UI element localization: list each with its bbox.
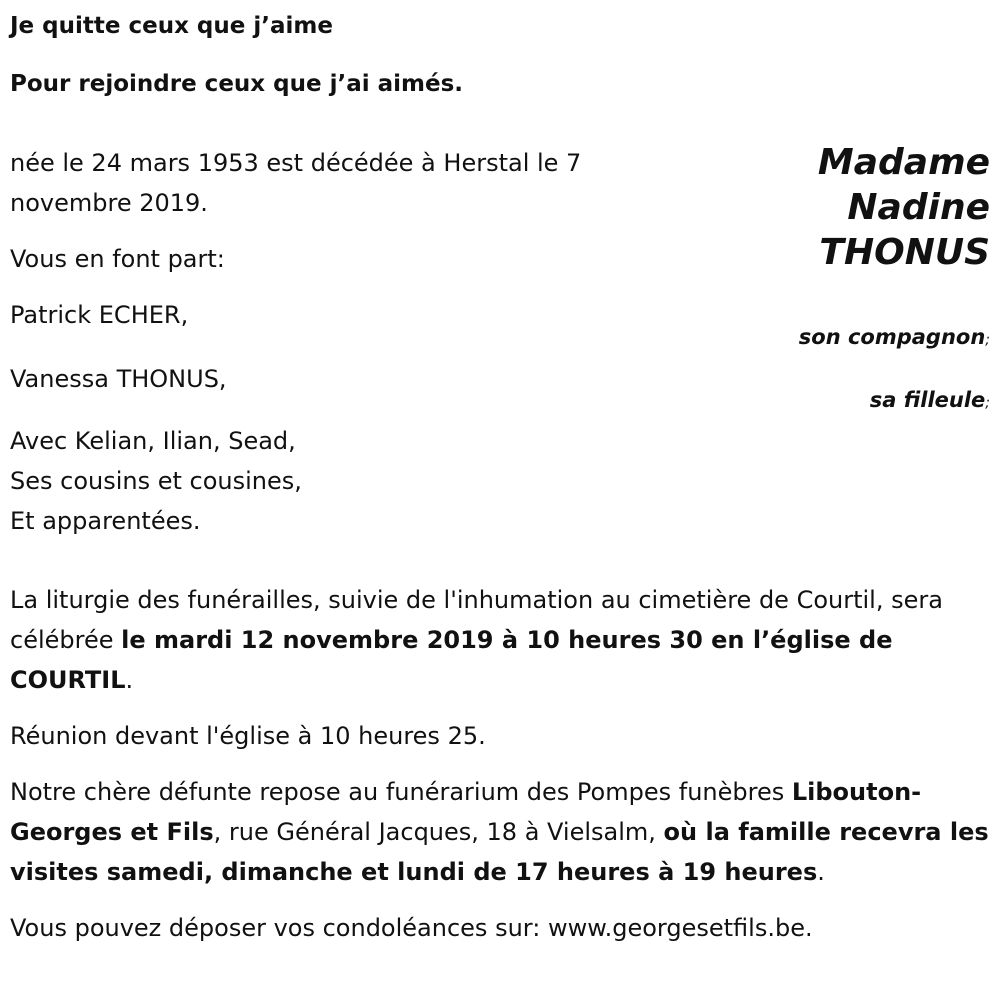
other-family-line: Avec Kelian, Ilian, Sead, [10, 427, 296, 455]
visit-hours: où la famille recevra les visites samedi, dimanche et lundi de 17 heures à 19 heures [10, 818, 989, 886]
deceased-name-block [670, 140, 990, 275]
deceased-first-name: Nadine [847, 187, 990, 228]
birth-death-text: née le 24 mars 1953 est décédée à Herstal le 7 novembre 2019. [10, 149, 582, 217]
funeral-intro: La liturgie des funérailles, suivie de l'inhumation au cimetière de Courtil, sera célébrée [10, 586, 943, 654]
quote-line-2: Pour rejoindre ceux que j’ai aimés. [10, 71, 464, 97]
rest-end: . [817, 858, 825, 886]
other-family-line: Et apparentées. [10, 507, 201, 535]
relation-separator: ; [985, 332, 990, 348]
funeral-home-name: Libouton-Georges et Fils [10, 778, 922, 846]
family-announcement [10, 143, 650, 541]
funeral-date-place: le mardi 12 novembre 2019 à 10 heures 30 en l’église de COURTIL [10, 626, 893, 694]
relation-separator: ; [985, 395, 990, 411]
rest-intro: Notre chère défunte repose au funérarium des Pompes funèbres [10, 778, 792, 806]
funeral-end: . [125, 666, 134, 694]
meeting-paragraph: Réunion devant l'église à 10 heures 25. [10, 722, 486, 750]
ceremony-details [10, 580, 990, 964]
goddaughter-name: Vanessa THONUS, [10, 365, 227, 393]
rest-paragraph [10, 772, 990, 892]
announce-label: Vous en font part: [10, 245, 225, 273]
other-family-line: Ses cousins et cousines, [10, 467, 302, 495]
deceased-title: Madame [817, 142, 990, 183]
condolences-paragraph: Vous pouvez déposer vos condoléances sur: www.georgesetfils.be. [10, 914, 813, 942]
partner-relation [799, 322, 990, 355]
quote-line-1: Je quitte ceux que j’aime [10, 13, 333, 39]
funeral-home-address: , rue Général Jacques, 18 à Vielsalm, [213, 818, 664, 846]
deceased-last-name: THONUS [819, 232, 990, 273]
goddaughter-relation-text: sa filleule [869, 388, 986, 412]
partner-name: Patrick ECHER, [10, 301, 189, 329]
partner-relation-text: son compagnon [798, 325, 986, 349]
goddaughter-relation [870, 385, 990, 418]
funeral-paragraph [10, 580, 990, 700]
